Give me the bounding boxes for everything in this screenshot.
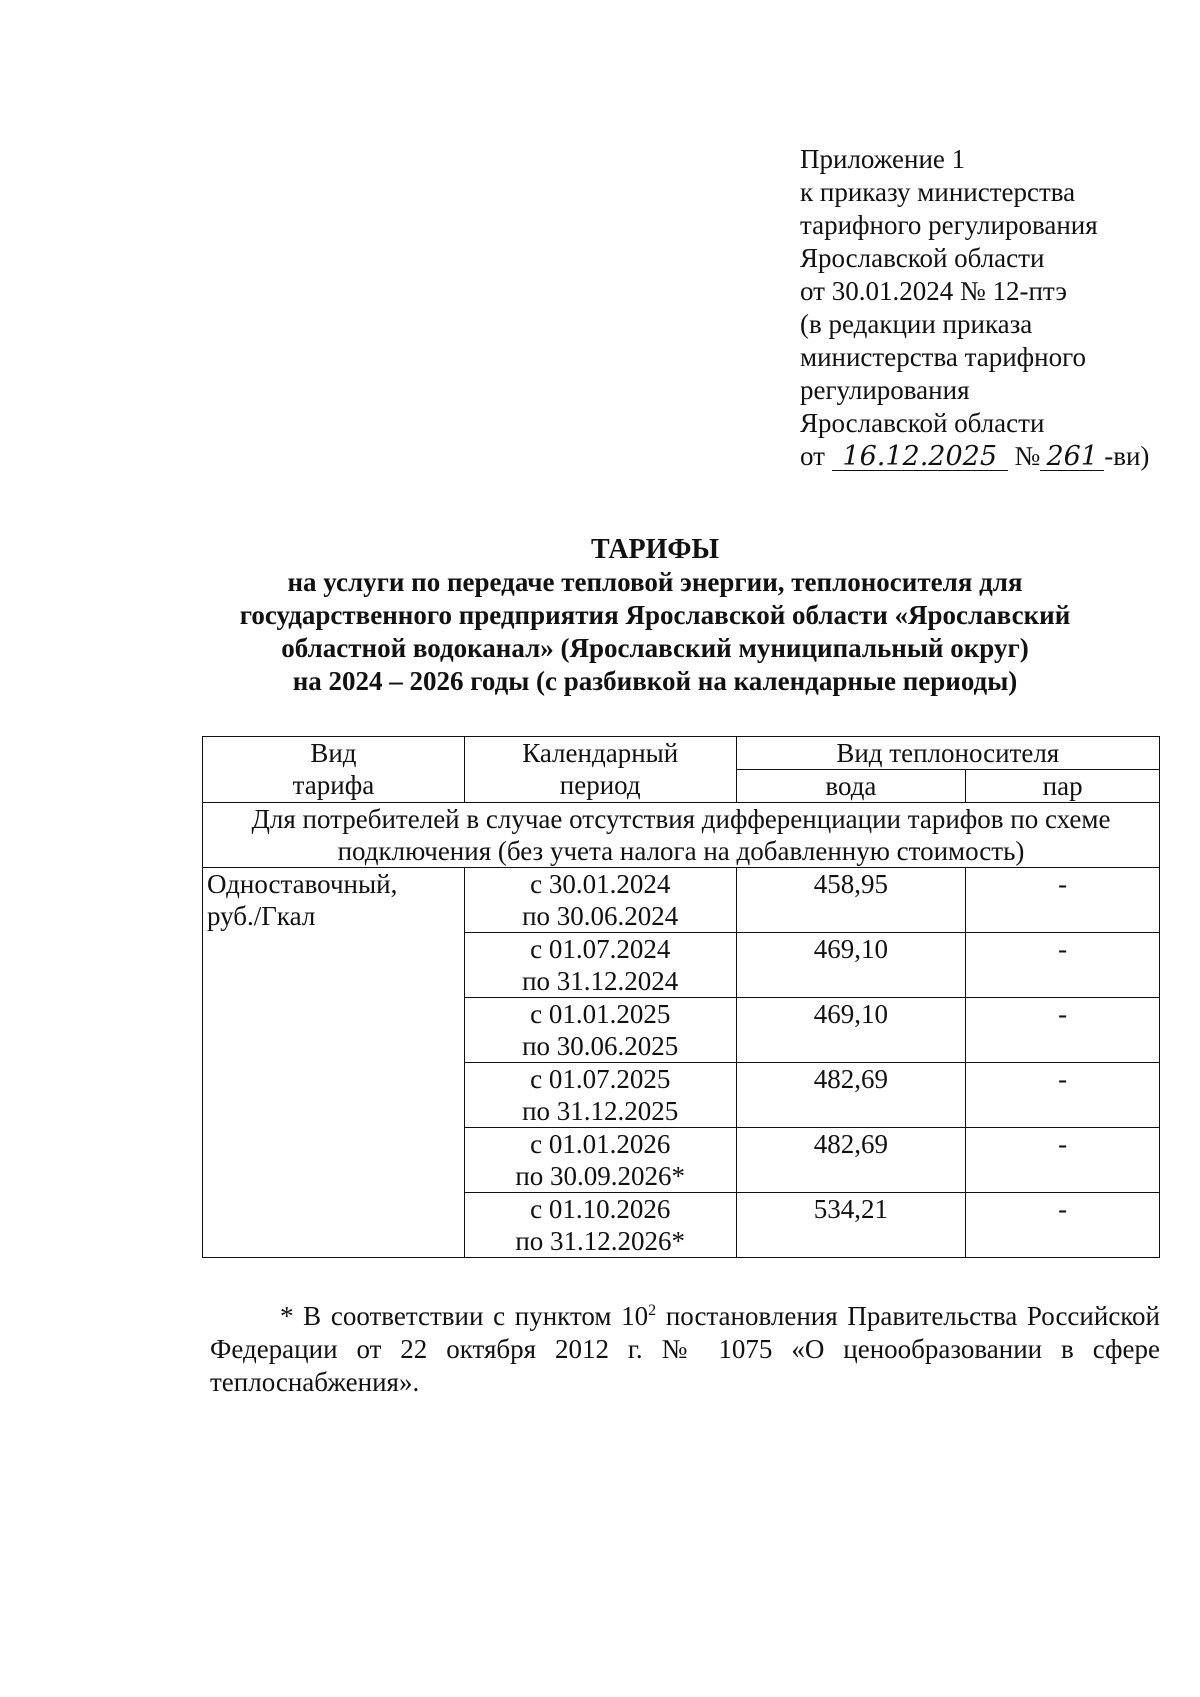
handwritten-date: 16.12.2025 xyxy=(832,444,1008,471)
appendix-line: от 30.01.2024 № 12-птэ xyxy=(800,276,1067,306)
appendix-line: Ярославской области xyxy=(800,408,1045,438)
number-sign: № xyxy=(1014,441,1041,471)
tariff-name-line: Одноставочный, xyxy=(207,869,398,899)
header-period xyxy=(464,737,736,803)
section-caption-line: Для потребителей в случае отсутствия дифференциации тарифов по схеме xyxy=(251,804,1111,834)
footnote-part: * В соответствии с пунктом 10 xyxy=(280,1301,649,1331)
period-cell xyxy=(464,933,736,998)
period-cell xyxy=(464,868,736,933)
header-tariff-type-line: Вид xyxy=(310,738,357,768)
footnote-part: постановления Правительства Российской Федерации от 22 октября 2012 г. № 1075 «О ценообразовании в сфере теплоснабжения». xyxy=(210,1301,1160,1397)
footnote-text xyxy=(210,1300,1160,1399)
table-row xyxy=(203,868,1160,933)
appendix-line: к приказу министерства xyxy=(800,177,1076,207)
steam-value: - xyxy=(966,1063,1160,1128)
header-steam: пар xyxy=(966,770,1160,803)
tariff-unit-line: руб./Гкал xyxy=(207,901,316,931)
period-cell xyxy=(464,1128,736,1193)
tariff-name-cell xyxy=(203,868,465,1258)
appendix-line: министерства тарифного xyxy=(800,342,1087,372)
document-title xyxy=(150,533,1160,698)
steam-value: - xyxy=(966,1128,1160,1193)
water-value: 469,10 xyxy=(736,933,966,998)
water-value: 482,69 xyxy=(736,1128,966,1193)
handwritten-number: 261 xyxy=(1040,444,1104,471)
period-to: по 30.06.2025 xyxy=(522,1031,679,1061)
appendix-line: тарифного регулирования xyxy=(800,210,1098,240)
appendix-line: регулирования xyxy=(800,375,970,405)
appendix-line: Приложение 1 xyxy=(800,144,966,174)
header-tariff-type-line: тарифа xyxy=(292,770,375,800)
appendix-amendment-line xyxy=(800,440,1160,473)
footnote xyxy=(210,1300,1160,1399)
period-cell xyxy=(464,1063,736,1128)
section-caption xyxy=(203,803,1160,868)
section-caption-line: подключения (без учета налога на добавленную стоимость) xyxy=(337,836,1025,866)
water-value: 534,21 xyxy=(736,1193,966,1258)
period-from: с 01.01.2025 xyxy=(530,999,671,1029)
period-from: с 01.10.2026 xyxy=(530,1194,671,1224)
title-line: областной водоканал» (Ярославский муниципальный округ) xyxy=(281,633,1029,663)
header-period-line: Календарный xyxy=(522,738,679,768)
steam-value: - xyxy=(966,933,1160,998)
appendix-line: (в редакции приказа xyxy=(800,309,1033,339)
period-to: по 30.09.2026* xyxy=(515,1161,686,1191)
period-to: по 31.12.2024 xyxy=(522,966,679,996)
period-to: по 31.12.2026* xyxy=(515,1226,686,1256)
footnote-superscript: 2 xyxy=(648,1302,657,1319)
water-value: 469,10 xyxy=(736,998,966,1063)
steam-value: - xyxy=(966,868,1160,933)
table-header-row xyxy=(203,737,1160,770)
period-to: по 31.12.2025 xyxy=(522,1096,679,1126)
amendment-suffix: -ви) xyxy=(1104,441,1150,471)
header-carrier: Вид теплоносителя xyxy=(736,737,1159,770)
title-line: на 2024 – 2026 годы (с разбивкой на календарные периоды) xyxy=(292,666,1018,696)
title-line: государственного предприятия Ярославской области «Ярославский xyxy=(239,600,1071,630)
period-from: с 01.07.2024 xyxy=(530,934,671,964)
title-line: на услуги по передаче тепловой энергии, теплоносителя для xyxy=(287,567,1023,597)
tariff-table xyxy=(202,736,1160,1258)
water-value: 482,69 xyxy=(736,1063,966,1128)
period-from: с 30.01.2024 xyxy=(530,869,671,899)
period-cell xyxy=(464,998,736,1063)
period-cell xyxy=(464,1193,736,1258)
period-from: с 01.07.2025 xyxy=(530,1064,671,1094)
period-to: по 30.06.2024 xyxy=(522,901,679,931)
steam-value: - xyxy=(966,1193,1160,1258)
header-water: вода xyxy=(736,770,966,803)
steam-value: - xyxy=(966,998,1160,1063)
water-value: 458,95 xyxy=(736,868,966,933)
title-main: ТАРИФЫ xyxy=(591,534,719,565)
amendment-prefix: от xyxy=(800,441,825,471)
table-section-row xyxy=(203,803,1160,868)
appendix-line: Ярославской области xyxy=(800,243,1045,273)
header-tariff-type xyxy=(203,737,465,803)
header-period-line: период xyxy=(559,770,641,800)
appendix-block xyxy=(800,143,1160,473)
period-from: с 01.01.2026 xyxy=(530,1129,671,1159)
